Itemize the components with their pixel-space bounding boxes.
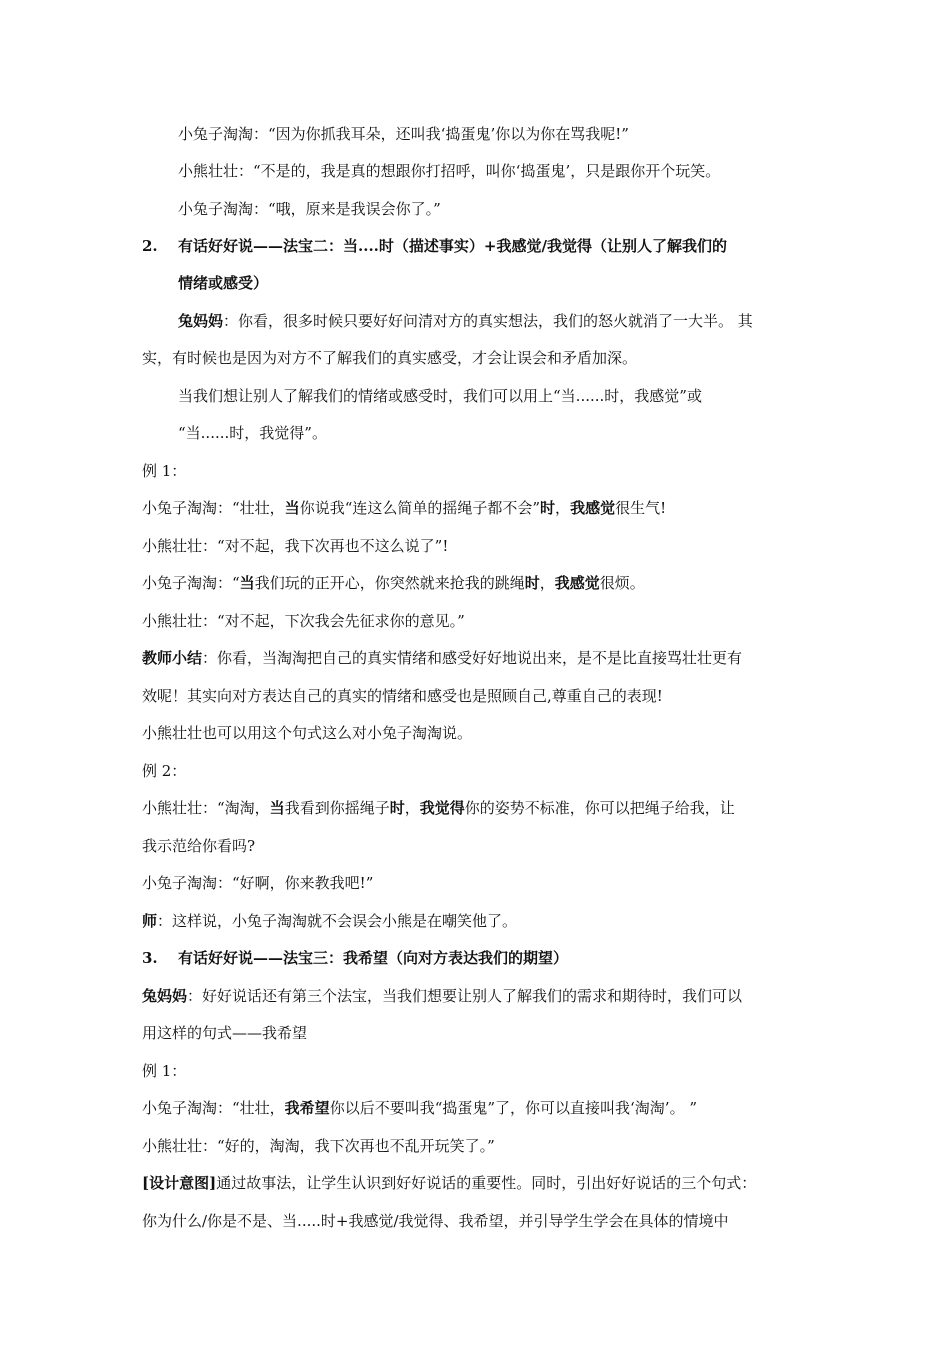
paragraph-line: 兔妈妈：你看，很多时候只要好好问清对方的真实想法，我们的怒火就消了一大半。 其 [178, 312, 753, 330]
dialogue-line: 小熊壮壮：“好的，淘淘，我下次再也不乱开玩笑了。” [142, 1137, 495, 1155]
paragraph-line: 用这样的句式——我希望 [142, 1024, 308, 1042]
section-heading-3: 3. 有话好好说——法宝三：我希望（向对方表达我们的期望） [142, 949, 569, 967]
paragraph-line: 兔妈妈：好好说话还有第三个法宝，当我们想要让别人了解我们的需求和期待时，我们可以 [142, 987, 743, 1005]
dialogue-line: 小兔子淘淘：“壮壮，当你说我“连这么简单的摇绳子都不会”时，我感觉很生气! [142, 499, 667, 517]
example-label: 例 2： [142, 762, 187, 780]
paragraph-line: 小熊壮壮也可以用这个句式这么对小兔子淘淘说。 [142, 724, 473, 742]
paragraph-line: 师：这样说，小兔子淘淘就不会误会小熊是在嘲笑他了。 [142, 912, 518, 930]
design-intent-line: 你为什么/你是不是、当.....时+我感觉/我觉得、我希望，并引导学生学会在具体的情境中 [142, 1212, 729, 1230]
design-intent-line: [设计意图]通过故事法，让学生认识到好好说话的重要性。同时，引出好好说话的三个句式： [142, 1174, 757, 1192]
dialogue-line: 我示范给你看吗? [142, 837, 256, 855]
dialogue-line: 小兔子淘淘：“好啊，你来教我吧!” [142, 874, 374, 892]
paragraph-line: 当我们想让别人了解我们的情绪或感受时，我们可以用上“当......时，我感觉”或 [178, 387, 702, 405]
dialogue-line: 小兔子淘淘：“当我们玩的正开心，你突然就来抢我的跳绳时，我感觉很烦。 [142, 574, 645, 592]
paragraph-line: “当......时，我觉得”。 [178, 424, 327, 442]
section-heading-2: 2. 有话好好说——法宝二：当....时（描述事实）+我感觉/我觉得（让别人了解我们的 [142, 237, 727, 255]
dialogue-line: 小熊壮壮：“对不起，我下次再也不这么说了”! [142, 537, 449, 555]
example-label: 例 1： [142, 462, 187, 480]
dialogue-line: 小熊壮壮：“对不起，下次我会先征求你的意见。” [142, 612, 465, 630]
dialogue-line: 小兔子淘淘：“因为你抓我耳朵，还叫我‘捣蛋鬼’你以为你在骂我呢!” [178, 125, 629, 143]
dialogue-line: 小熊壮壮：“淘淘，当我看到你摇绳子时，我觉得你的姿势不标准，你可以把绳子给我，让 [142, 799, 735, 817]
paragraph-line: 效呢！其实向对方表达自己的真实的情绪和感受也是照顾自己,尊重自己的表现! [142, 687, 663, 705]
dialogue-line: 小熊壮壮：“不是的，我是真的想跟你打招呼，叫你‘捣蛋鬼’，只是跟你开个玩笑。 [178, 162, 721, 180]
example-label: 例 1： [142, 1062, 187, 1080]
dialogue-line: 小兔子淘淘：“壮壮，我希望你以后不要叫我“捣蛋鬼”了，你可以直接叫我‘淘淘’。 ” [142, 1099, 697, 1117]
dialogue-line: 小兔子淘淘：“哦，原来是我误会你了。” [178, 200, 441, 218]
paragraph-line: 教师小结：你看，当淘淘把自己的真实情绪和感受好好地说出来，是不是比直接骂壮壮更有 [142, 649, 743, 667]
section-heading-2-continued: 情绪或感受） [178, 274, 269, 292]
paragraph-line: 实，有时候也是因为对方不了解我们的真实感受，才会让误会和矛盾加深。 [142, 349, 638, 367]
